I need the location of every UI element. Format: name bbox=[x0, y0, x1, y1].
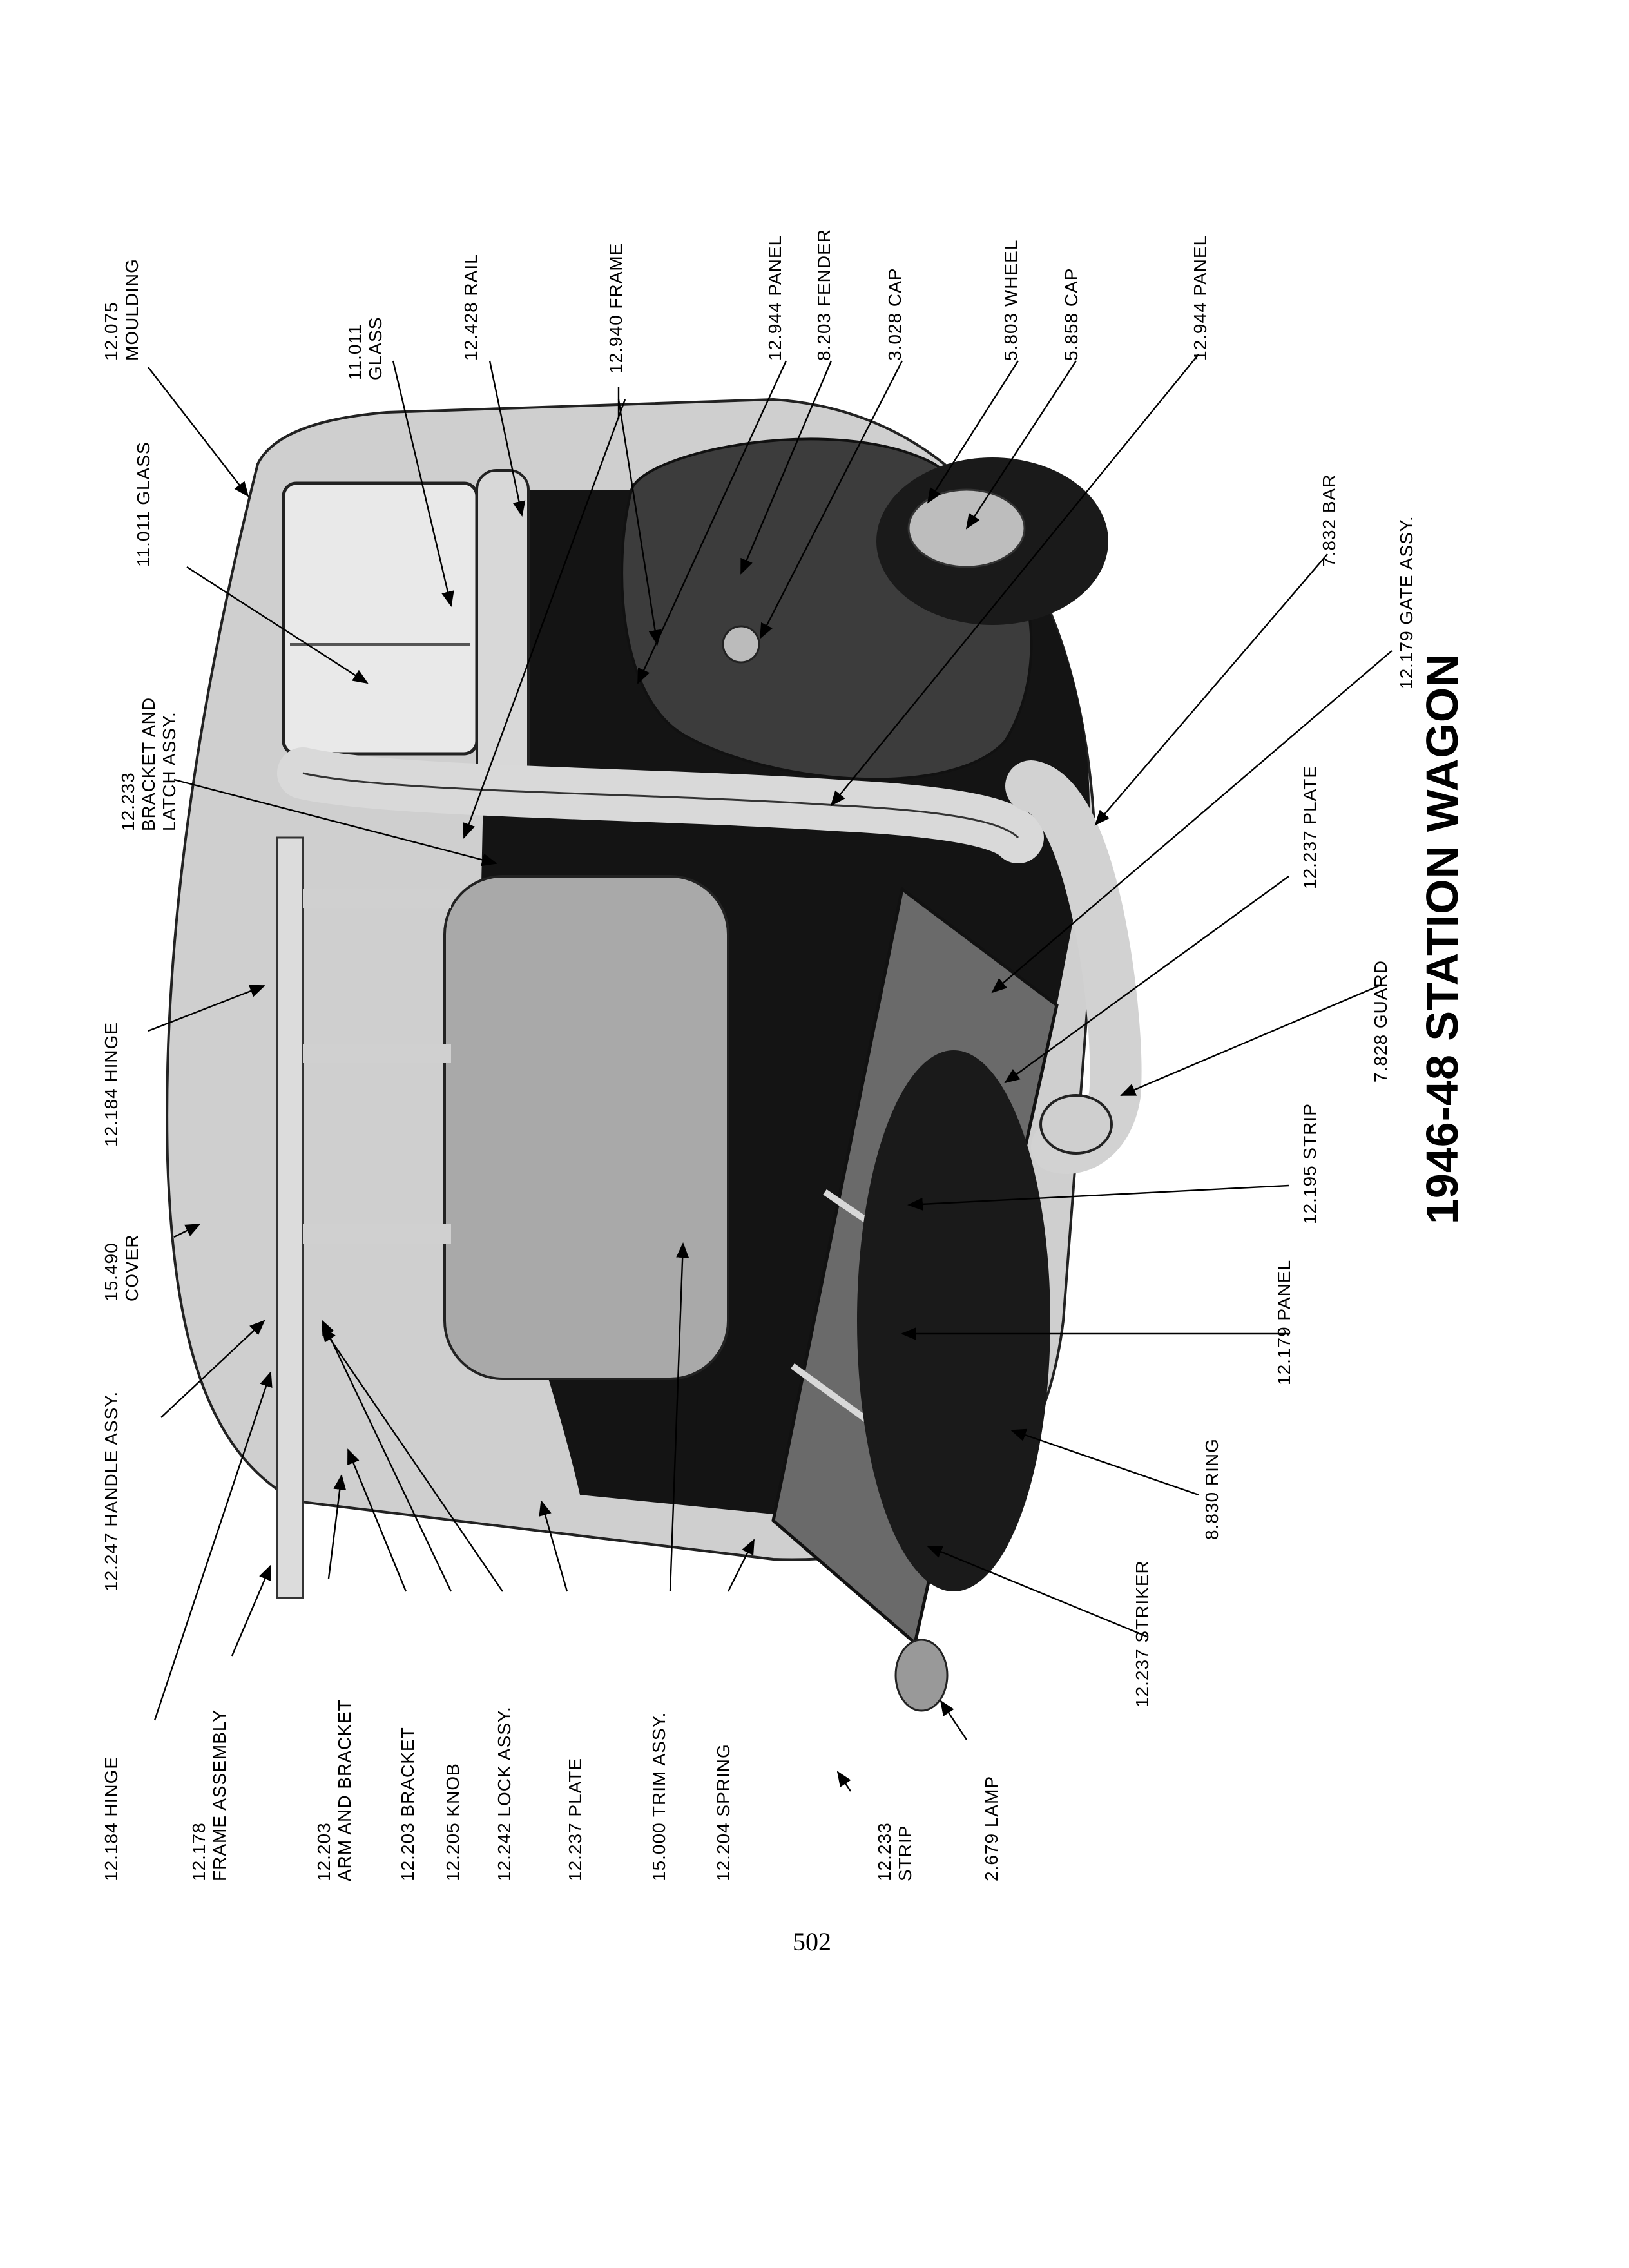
label-lock: 12.242 LOCK ASSY. bbox=[494, 1706, 514, 1881]
label-knob: 12.205 KNOB bbox=[443, 1763, 463, 1881]
label-fender: 8.203 FENDER bbox=[814, 229, 834, 361]
label-strip-12195: 12.195 STRIP bbox=[1300, 1103, 1320, 1224]
label-wheel: 5.803 WHEEL bbox=[1001, 239, 1021, 361]
rear-tire bbox=[857, 1050, 1050, 1591]
label-cap-5858: 5.858 CAP bbox=[1061, 267, 1081, 361]
label-cap-3028: 3.028 CAP bbox=[885, 267, 905, 361]
label-glass-b: 11.011 GLASS bbox=[133, 441, 153, 567]
fuel-cap bbox=[723, 626, 759, 662]
label-plate-left: 12.237 PLATE bbox=[565, 1757, 585, 1881]
label-bracket-12203: 12.203 BRACKET bbox=[398, 1727, 418, 1881]
roof-rail bbox=[477, 470, 528, 793]
label-frame-assembly: 12.178 FRAME ASSEMBLY bbox=[189, 1709, 229, 1881]
label-bracket-latch: 12.233 BRACKET AND LATCH ASSY. bbox=[118, 697, 179, 831]
station-wagon-illustration bbox=[167, 399, 1115, 1711]
label-lamp: 2.679 LAMP bbox=[981, 1775, 1001, 1881]
label-cover: 15.490 COVER bbox=[101, 1234, 142, 1302]
lift-gate-frame bbox=[277, 838, 303, 1598]
tail-lamp bbox=[896, 1640, 947, 1711]
label-strip-12233: 12.233 STRIP bbox=[874, 1822, 915, 1881]
page-number: 502 bbox=[793, 1927, 831, 1956]
label-glass-a: 11.011 GLASS bbox=[345, 316, 385, 380]
label-arm-bracket: 12.203 ARM AND BRACKET bbox=[314, 1699, 354, 1881]
spare-tire-cover bbox=[445, 876, 728, 1379]
rear-window-glass bbox=[284, 483, 477, 754]
plate-title: 1946-48 STATION WAGON bbox=[1417, 653, 1467, 1224]
label-gate-assy: 12.179 GATE ASSY. bbox=[1396, 515, 1416, 689]
label-panel-12179: 12.179 PANEL bbox=[1274, 1259, 1294, 1385]
label-panel-12944-a: 12.944 PANEL bbox=[765, 235, 785, 361]
label-guard: 7.828 GUARD bbox=[1371, 960, 1391, 1082]
label-plate-right: 12.237 PLATE bbox=[1300, 765, 1320, 889]
label-panel-12944-b: 12.944 PANEL bbox=[1190, 235, 1210, 361]
label-striker: 12.237 STRIKER bbox=[1132, 1560, 1152, 1707]
label-hinge-top: 12.184 HINGE bbox=[101, 1021, 121, 1147]
label-moulding: 12.075 MOULDING bbox=[101, 258, 142, 361]
label-rail: 12.428 RAIL bbox=[461, 253, 481, 361]
label-bar: 7.832 BAR bbox=[1319, 474, 1339, 567]
label-trim: 15.000 TRIM ASSY. bbox=[649, 1711, 669, 1881]
label-frame-12940: 12.940 FRAME bbox=[606, 242, 626, 374]
label-ring: 8.830 RING bbox=[1202, 1438, 1222, 1540]
label-hinge-bottom: 12.184 HINGE bbox=[101, 1756, 121, 1881]
bumper-guard bbox=[1041, 1095, 1112, 1153]
label-handle: 12.247 HANDLE ASSY. bbox=[101, 1390, 121, 1591]
label-spring: 12.204 SPRING bbox=[713, 1744, 733, 1881]
